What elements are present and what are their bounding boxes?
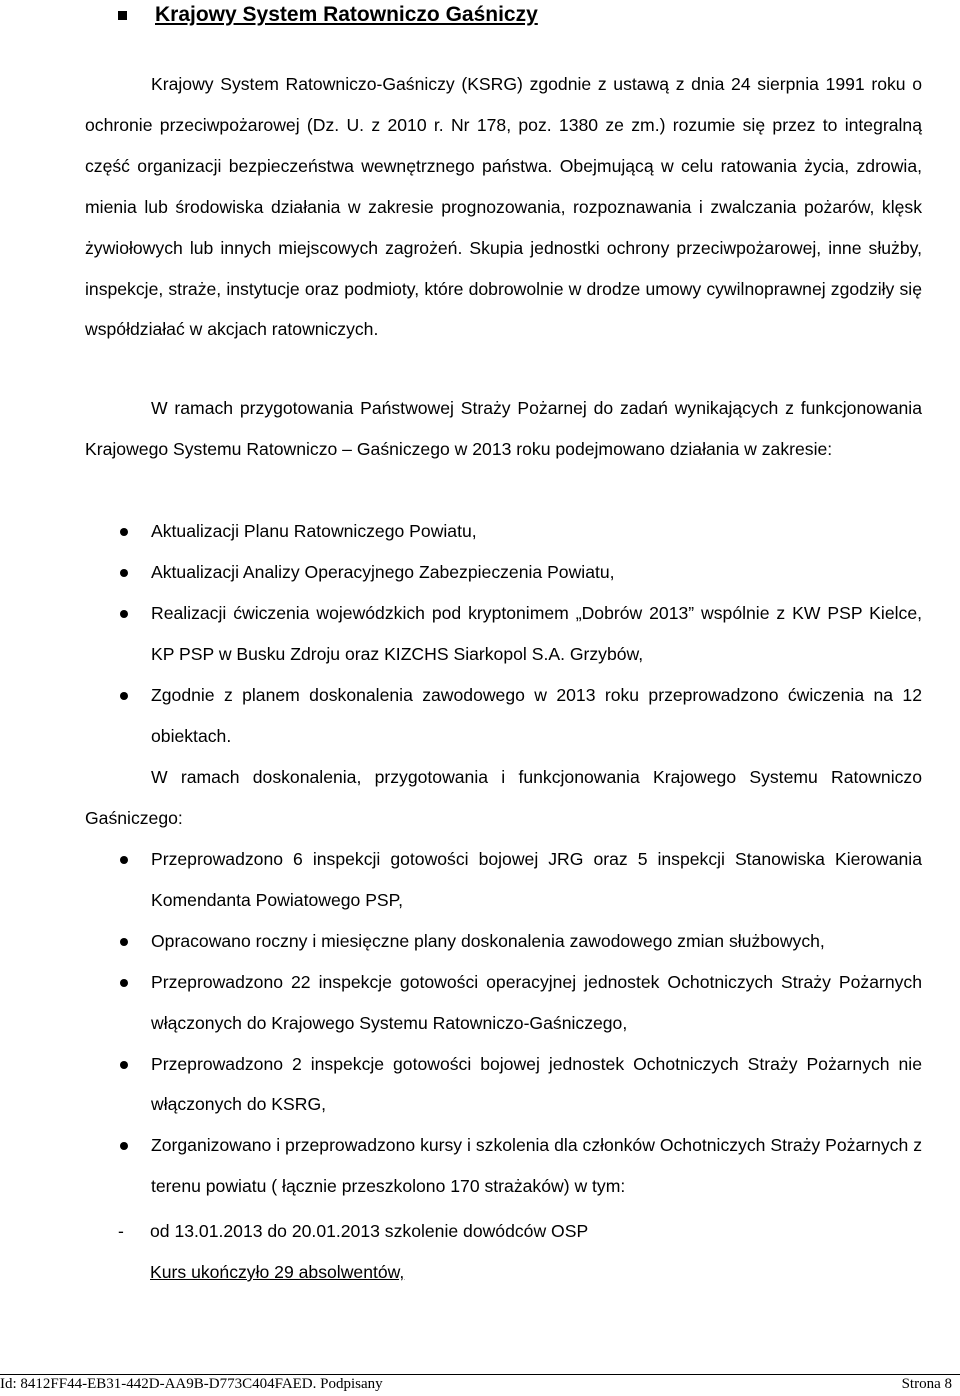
bullet-dot-icon [120,1061,128,1069]
bullet-dot-icon [120,528,128,536]
bullet-dot-icon [120,610,128,618]
list-item [85,1044,922,1126]
footer-document-id: Id: 8412FF44-EB31-442D-AA9B-D773C404FAED. Podpisany [0,1376,383,1392]
dash-item-text: od 13.01.2013 do 20.01.2013 szkolenie dowódców OSP [150,1221,589,1241]
section-heading [118,0,538,30]
footer-divider [0,1374,960,1375]
section-heading-text: Krajowy System Ratowniczo Gaśniczy [155,3,538,26]
list-item-text: Aktualizacji Planu Ratowniczego Powiatu, [151,521,477,541]
square-bullet-icon [118,11,127,20]
bullet-list-actions [85,511,922,756]
dash-list-item [118,1211,588,1252]
paragraph-ksrg-definition: Krajowy System Ratowniczo-Gaśniczy (KSRG) zgodnie z ustawą z dnia 24 sierpnia 1991 roku o ochronie przeciwpożarowej (Dz. U. z 2010 r. Nr 178, poz. 1380 ze zm.) rozumie się przez to integralną część organizacji bezpieczeństwa wewnętrznego państwa. Obejmującą w celu ratowania życia, zdrowia, mienia lub środowiska działania w zakresie prognozowania, rozpoznawania i zwalczania pożarów, klęsk żywiołowych lub innych miejscowych zagrożeń. Skupia jednostki ochrony przeciwpożarowej, inne służby, inspekcje, straże, instytucje oraz podmioty, które dobrowolnie w drodze umowy cywilnoprawnej zgodziły się współdziałać w akcjach ratowniczych. [85,74,922,340]
list-item [85,1125,922,1207]
bullet-dot-icon [120,938,128,946]
list-item [85,511,922,552]
list-item [85,675,922,757]
list-item [85,962,922,1044]
list-item [85,593,922,675]
list-item-text: Zgodnie z planem doskonalenia zawodowego w 2013 roku przeprowadzono ćwiczenia na 12 obiektach. [151,684,922,746]
bullet-dot-icon [120,856,128,864]
list-item [85,839,922,921]
course-completion-note: Kurs ukończyło 29 absolwentów, [150,1262,405,1282]
list-item-text: Zorganizowano i przeprowadzono kursy i szkolenia dla członków Ochotniczych Straży Pożarnych z terenu powiatu ( łącznie przeszkolono 170 strażaków) w tym: [151,1135,922,1197]
list-item-text: Przeprowadzono 2 inspekcje gotowości bojowej jednostek Ochotniczych Straży Pożarnych nie włączonych do KSRG, [151,1053,922,1115]
bullet-dot-icon [120,569,128,577]
list-item-text: Opracowano roczny i miesięczne plany doskonalenia zawodowego zmian służbowych, [151,930,825,951]
list-item-text: Przeprowadzono 22 inspekcje gotowości operacyjnej jednostek Ochotniczych Straży Pożarnych włączonych do Krajowego Systemu Ratowniczo-Gaśniczego, [151,971,922,1033]
footer-page-number: Strona 8 [901,1376,952,1392]
bullet-dot-icon [120,692,128,700]
bullet-dot-icon [120,979,128,987]
list-item-text: Realizacji ćwiczenia wojewódzkich pod kryptonimem „Dobrów 2013” wspólnie z KW PSP Kielce, KP PSP w Busku Zdroju oraz KIZCHS Siarkopol S.A. Grzybów, [151,602,922,664]
bullet-list-inspections [85,839,922,1207]
list-item-text: Aktualizacji Analizy Operacyjnego Zabezpieczenia Powiatu, [151,561,615,582]
list-item [85,552,922,593]
list-item-text: Przeprowadzono 6 inspekcji gotowości bojowej JRG oraz 5 inspekcji Stanowiska Kierowania Komendanta Powiatowego PSP, [151,849,922,910]
list-item [85,921,922,962]
paragraph-ksrg-training: W ramach doskonalenia, przygotowania i funkcjonowania Krajowego Systemu Ratowniczo Gaśniczego: [85,767,922,828]
dash-marker: - [118,1221,124,1241]
paragraph-psp-preparation: W ramach przygotowania Państwowej Straży Pożarnej do zadań wynikających z funkcjonowania Krajowego Systemu Ratowniczo – Gaśniczego w 2013 roku podejmowano działania w zakresie: [85,398,922,459]
bullet-dot-icon [120,1142,128,1150]
